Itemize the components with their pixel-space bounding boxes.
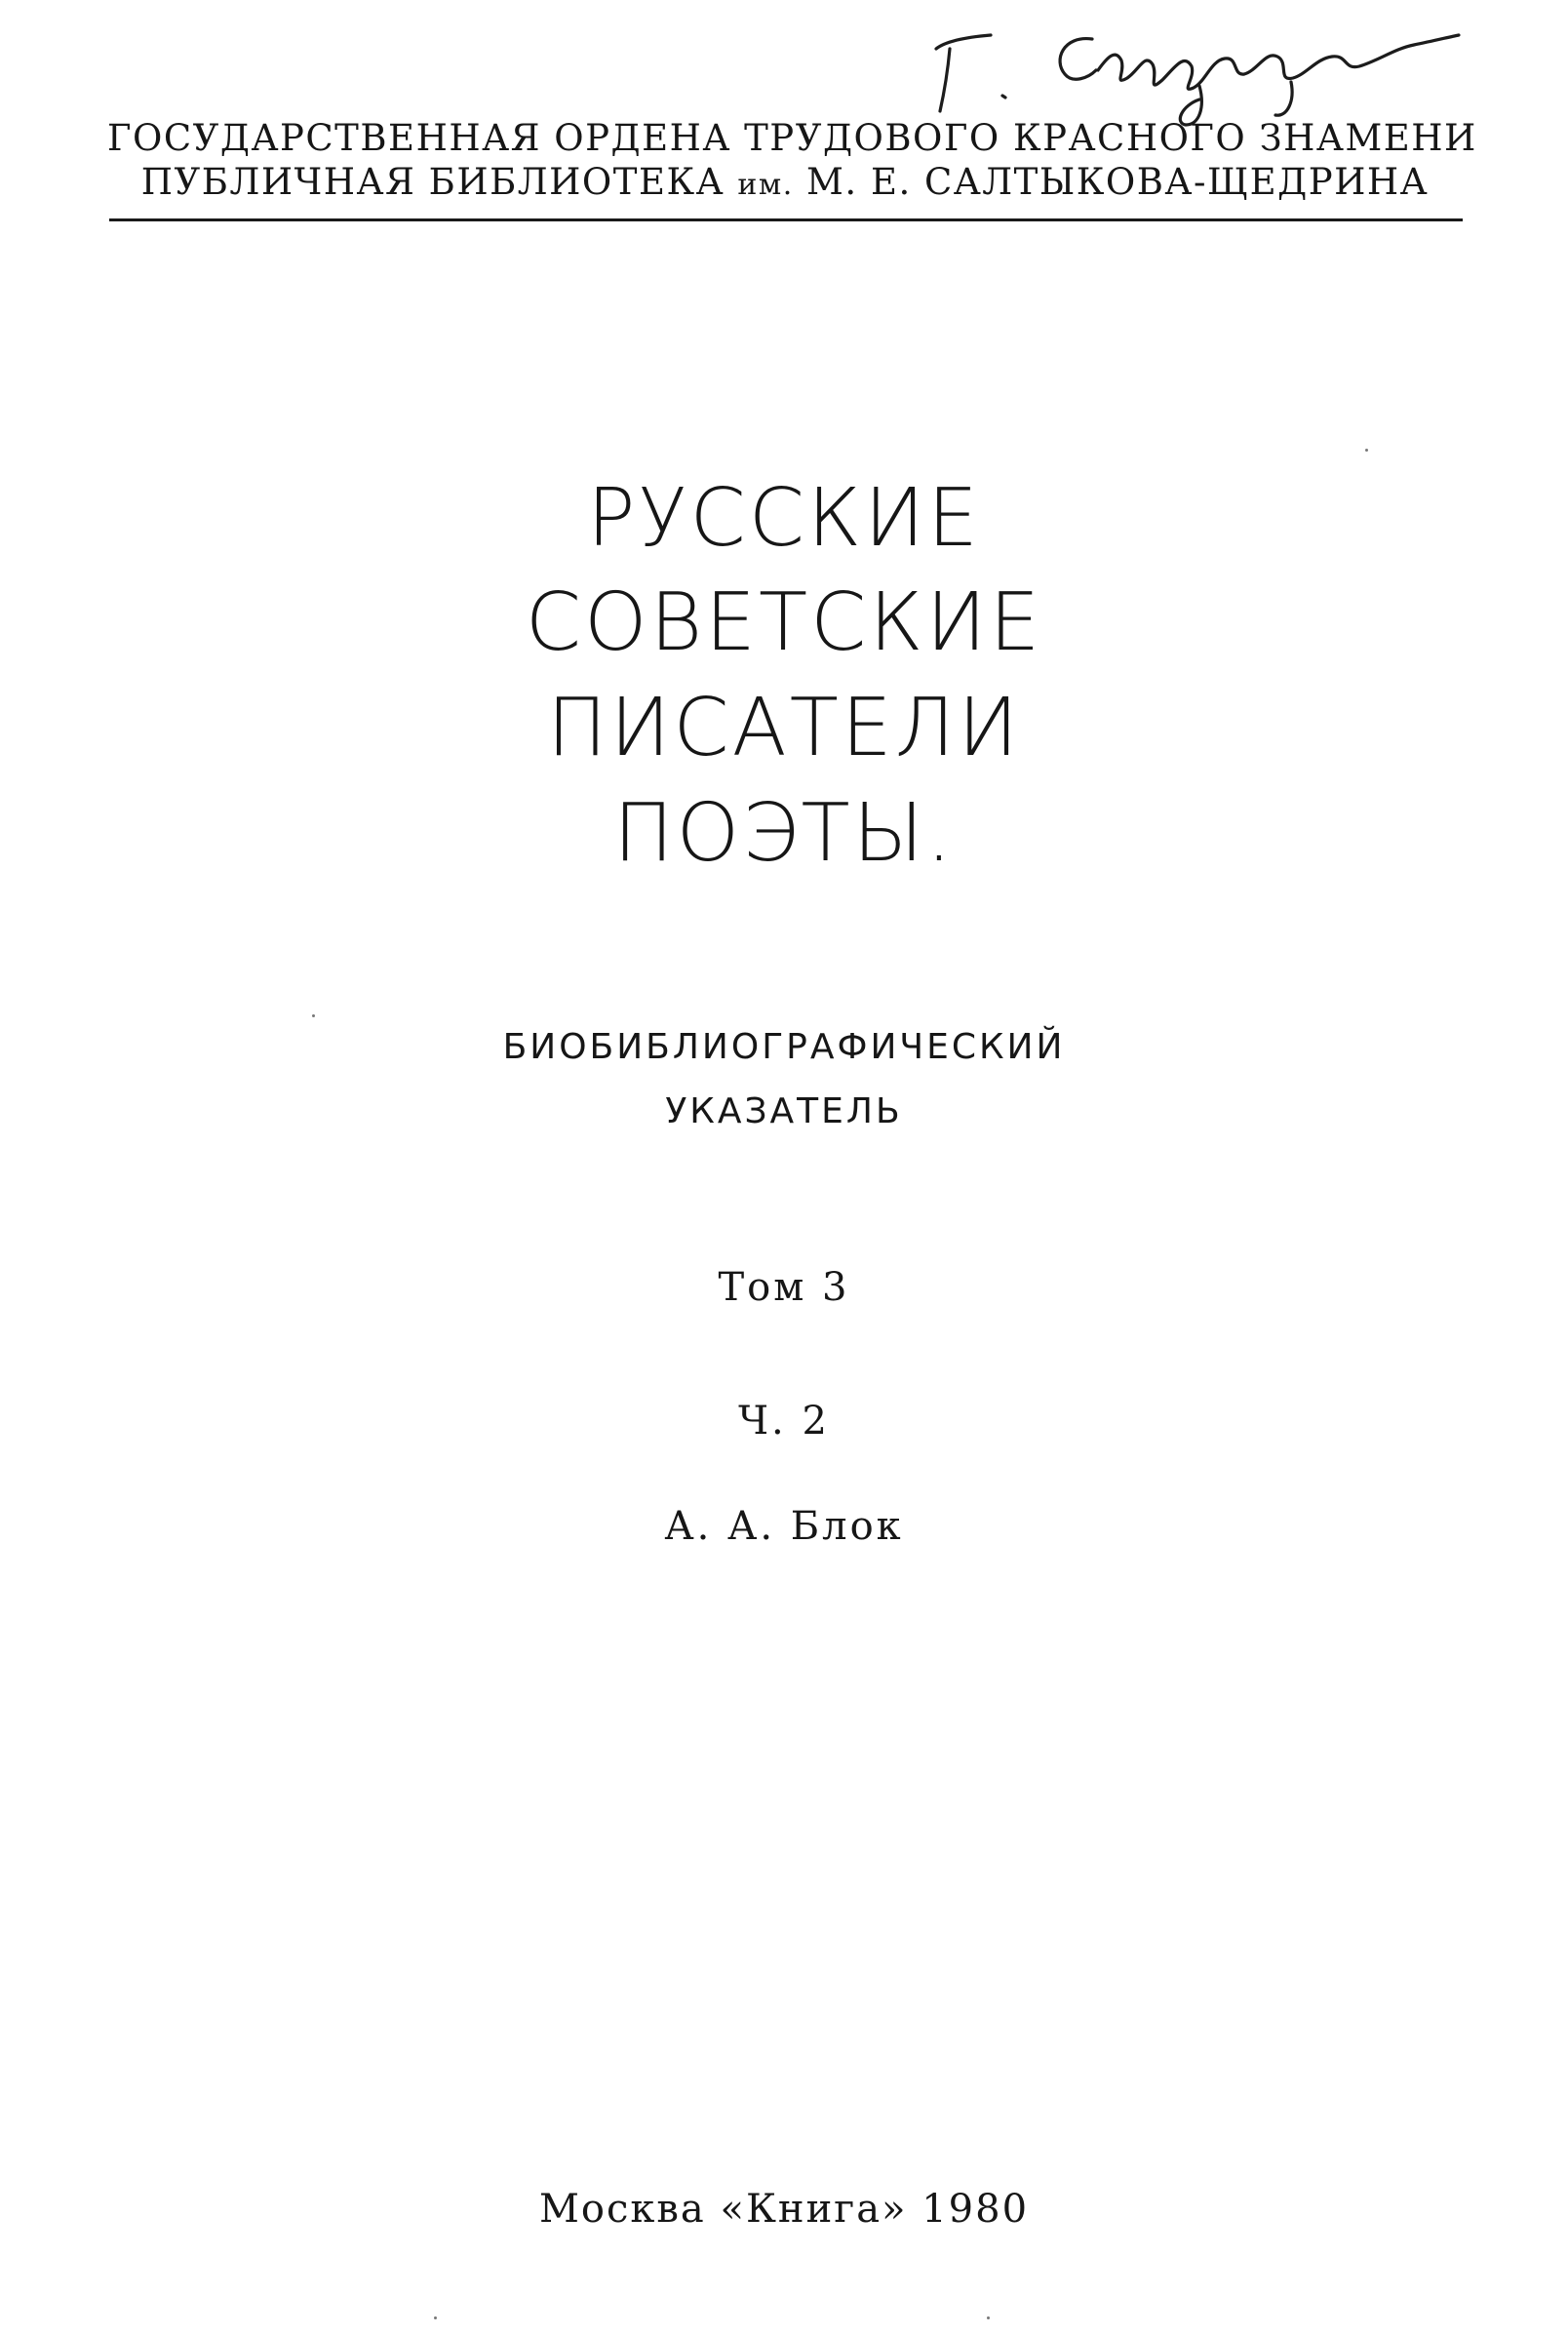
institution-name-line1: ГОСУДАРСТВЕННАЯ ОРДЕНА ТРУДОВОГО КРАСНОГО ЗНАМЕНИ	[107, 117, 1477, 159]
scan-speck	[434, 2316, 437, 2319]
part-number: Ч. 2	[738, 1399, 830, 1444]
scan-speck	[312, 1014, 315, 1017]
header-rule	[109, 218, 1463, 221]
institution-name-line2	[107, 161, 1463, 207]
scan-speck	[987, 2316, 990, 2319]
title-line3: ПИСАТЕЛИ	[546, 682, 1022, 774]
author-name: А. А. Блок	[664, 1504, 904, 1549]
title-line2: СОВЕТСКИЕ	[525, 576, 1043, 669]
institution-line2-suffix: М. Е. САЛТЫКОВА-ЩЕДРИНА	[806, 161, 1430, 203]
title-line4: ПОЭТЫ.	[613, 787, 955, 880]
institution-line2-prefix: ПУБЛИЧНАЯ БИБЛИОТЕКА	[140, 161, 725, 203]
volume-number: Том 3	[718, 1265, 850, 1310]
scan-speck	[1365, 449, 1368, 452]
imprint: Москва «Книга» 1980	[538, 2187, 1030, 2232]
subtitle-line2: УКАЗАТЕЛЬ	[665, 1091, 903, 1131]
subtitle-line1: БИОБИБЛИОГРАФИЧЕСКИЙ	[502, 1027, 1066, 1067]
institution-line2-abbrev: им.	[737, 168, 794, 202]
title-line1: РУССКИЕ	[587, 472, 981, 565]
